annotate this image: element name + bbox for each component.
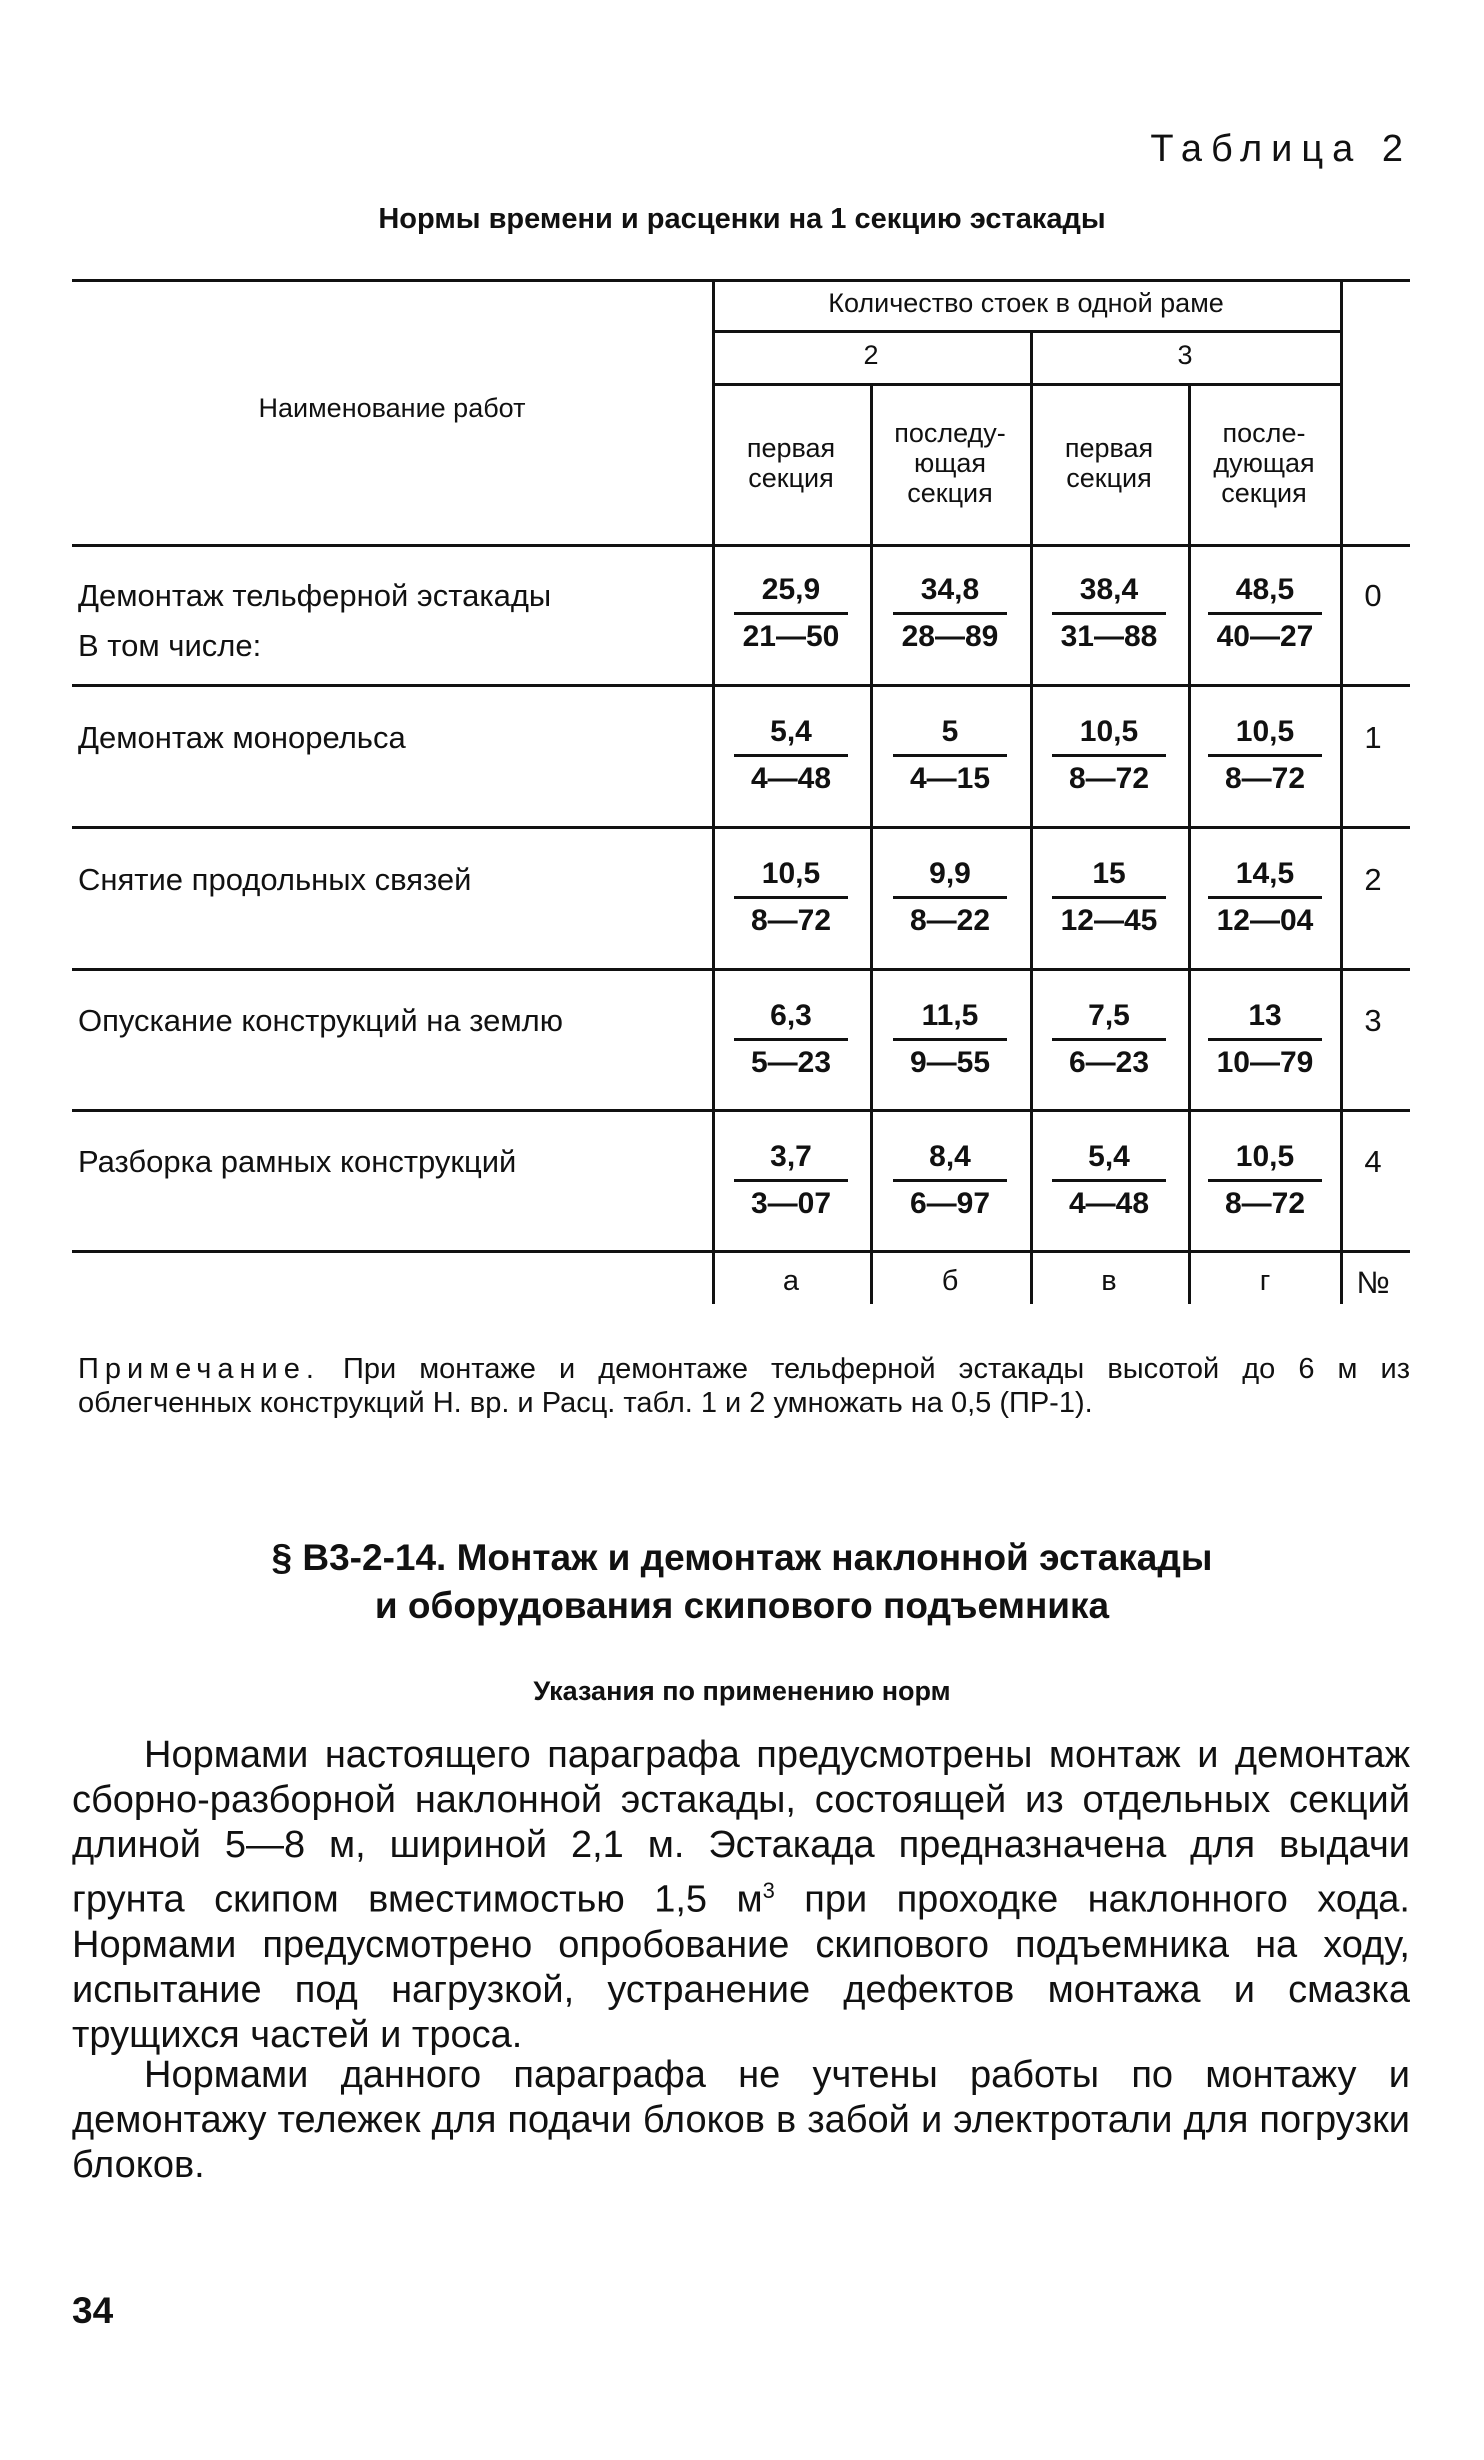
note-text: При монтаже и демонтаже тельферной эстакады высотой до 6 м из облегченных конструкций Н. вр. и Расц. табл. 1 и 2 умножать на 0,5 (ПР-1). [78,1353,1410,1419]
row-index: 0 [1364,578,1382,613]
column-key-g: г [1259,1265,1271,1297]
section-subheading: Указания по применению норм [533,1676,951,1706]
rate-value: 6—23 [1068,1046,1150,1079]
norm-value: 10,5 [1235,715,1295,748]
table-cell [1029,852,1189,943]
table-cell [1029,1135,1189,1226]
row-index: 4 [1364,1144,1382,1179]
norm-value: 34,8 [920,573,980,606]
subgroup-header-rule [712,383,1340,386]
rate-value: 12—04 [1216,904,1314,937]
paragraph-text: при проходке наклонного хода. Нормами предусмотрено опробование скипового подъемника на ходу, испытание под нагрузкой, устранение дефектов монтажа и смазка трущихся частей и троса. [72,1878,1410,2056]
header-col-a-line: первая [746,433,836,463]
norm-value: 6,3 [770,999,812,1032]
norm-value: 13 [1248,999,1282,1032]
paragraph-text: Нормами настоящего параграфа предусмотрены монтаж и демонтаж сборно-разборной наклонной эстакады, состоящей из отдельных секций длиной 5—8 м, шириной 2,1 м. Эстакада предназначена для выдачи грунта скипом вместимостью 1,5 м [72,1734,1410,1921]
rate-value: 8—72 [750,904,832,937]
column-key-b: б [941,1265,959,1297]
table-cell [711,568,871,659]
rate-value: 28—89 [901,620,999,653]
header-col-a [712,433,870,493]
norm-value: 8,4 [929,1140,971,1173]
page-number: 34 [72,2290,114,2331]
row-name: Демонтаж монорельса [78,720,406,755]
table-cell [1185,994,1345,1085]
header-col-b-line: секция [907,478,993,508]
header-col-g [1188,418,1340,508]
table-cell [711,852,871,943]
rate-value: 3—07 [750,1187,832,1220]
table-cell [1185,1135,1345,1226]
row-rule-1 [72,684,1410,687]
rate-value: 31—88 [1060,620,1158,653]
table-cell [870,852,1030,943]
table-cell [1185,852,1345,943]
row-index: 1 [1364,720,1382,755]
norm-value: 3,7 [770,1140,812,1173]
header-col-b-line: последу- [894,418,1006,448]
table-cell [711,710,871,801]
rate-value: 9—55 [909,1046,991,1079]
rate-value: 8—72 [1068,762,1150,795]
norm-value: 14,5 [1235,857,1295,890]
table-cell [1029,710,1189,801]
table-label: Таблица 2 [1150,128,1412,170]
row-index: 3 [1364,1003,1382,1038]
row-name: Опускание конструкций на землю [78,1003,563,1038]
header-col-b [870,418,1030,508]
table-cell [870,568,1030,659]
column-key-a: а [782,1265,800,1297]
note-label: Примечание. [78,1353,320,1385]
header-col-g-line: дующая [1213,448,1315,478]
table-cell [1185,710,1345,801]
rate-value: 12—45 [1060,904,1158,937]
rate-value: 5—23 [750,1046,832,1079]
norm-value: 7,5 [1088,999,1130,1032]
row-name: Демонтаж тельферной эстакады [78,578,552,613]
rate-value: 10—79 [1216,1046,1314,1079]
table-cell [711,1135,871,1226]
table-top-rule [72,279,1410,282]
table-cell [1029,568,1189,659]
norm-value: 25,9 [761,573,821,606]
header-col-v [1030,433,1188,493]
header-col-b-line: ющая [913,448,987,478]
row-index: 2 [1364,862,1382,897]
row-rule-3 [72,968,1410,971]
table-cell [1029,994,1189,1085]
rate-value: 4—48 [750,762,832,795]
paragraph [72,1733,1410,2058]
rate-value: 4—15 [909,762,991,795]
norm-value: 38,4 [1079,573,1139,606]
rate-value: 8—22 [909,904,991,937]
table-cell [1185,568,1345,659]
header-col-v-line: первая [1064,433,1154,463]
group-header-rule [712,330,1340,333]
norm-value: 48,5 [1235,573,1295,606]
number-sign: № [1356,1265,1390,1300]
header-col-g-line: секция [1221,478,1307,508]
body-bottom-rule [72,1250,1410,1253]
rate-value: 40—27 [1216,620,1314,653]
norm-value: 10,5 [1235,1140,1295,1173]
table-title: Нормы времени и расценки на 1 секцию эстакады [378,203,1106,235]
table-cell [711,994,871,1085]
norm-value: 5 [941,715,959,748]
section-title-line: § В3-2-14. Монтаж и демонтаж наклонной эстакады [271,1537,1213,1578]
header-work-name: Наименование работ [258,393,526,423]
rate-value: 8—72 [1224,762,1306,795]
norm-value: 5,4 [770,715,812,748]
header-col-g-line: после- [1222,418,1306,448]
row-rule-2 [72,826,1410,829]
norm-value: 10,5 [1079,715,1139,748]
norm-value: 9,9 [929,857,971,890]
table-note [78,1352,1410,1420]
header-col-a-line: секция [748,463,834,493]
norm-value: 5,4 [1088,1140,1130,1173]
header-subgroup-2: 2 [863,340,879,370]
norm-value: 11,5 [921,999,979,1032]
row-name: Снятие продольных связей [78,862,472,897]
table-cell [870,1135,1030,1226]
rate-value: 8—72 [1224,1187,1306,1220]
norm-value: 10,5 [761,857,821,890]
rate-value: 21—50 [742,620,840,653]
table-cell [870,710,1030,801]
rate-value: 6—97 [909,1187,991,1220]
header-column-group: Количество стоек в одной раме [828,288,1224,318]
paragraph: Нормами данного параграфа не учтены работы по монтажу и демонтажу тележек для подачи блоков в забой и электротали для погрузки блоков. [72,2054,1410,2186]
table-cell [870,994,1030,1085]
header-bottom-rule [72,544,1410,547]
row-rule-4 [72,1109,1410,1112]
section-title [0,1534,1484,1630]
section-title-line: и оборудования скипового подъемника [374,1585,1110,1626]
header-col-v-line: секция [1066,463,1152,493]
rate-value: 4—48 [1068,1187,1150,1220]
row-subnote: В том числе: [78,628,262,663]
column-key-v: в [1101,1265,1117,1297]
row-name: Разборка рамных конструкций [78,1144,517,1179]
norm-value: 15 [1092,857,1126,890]
header-subgroup-3: 3 [1177,340,1193,370]
superscript: 3 [762,1878,775,1903]
